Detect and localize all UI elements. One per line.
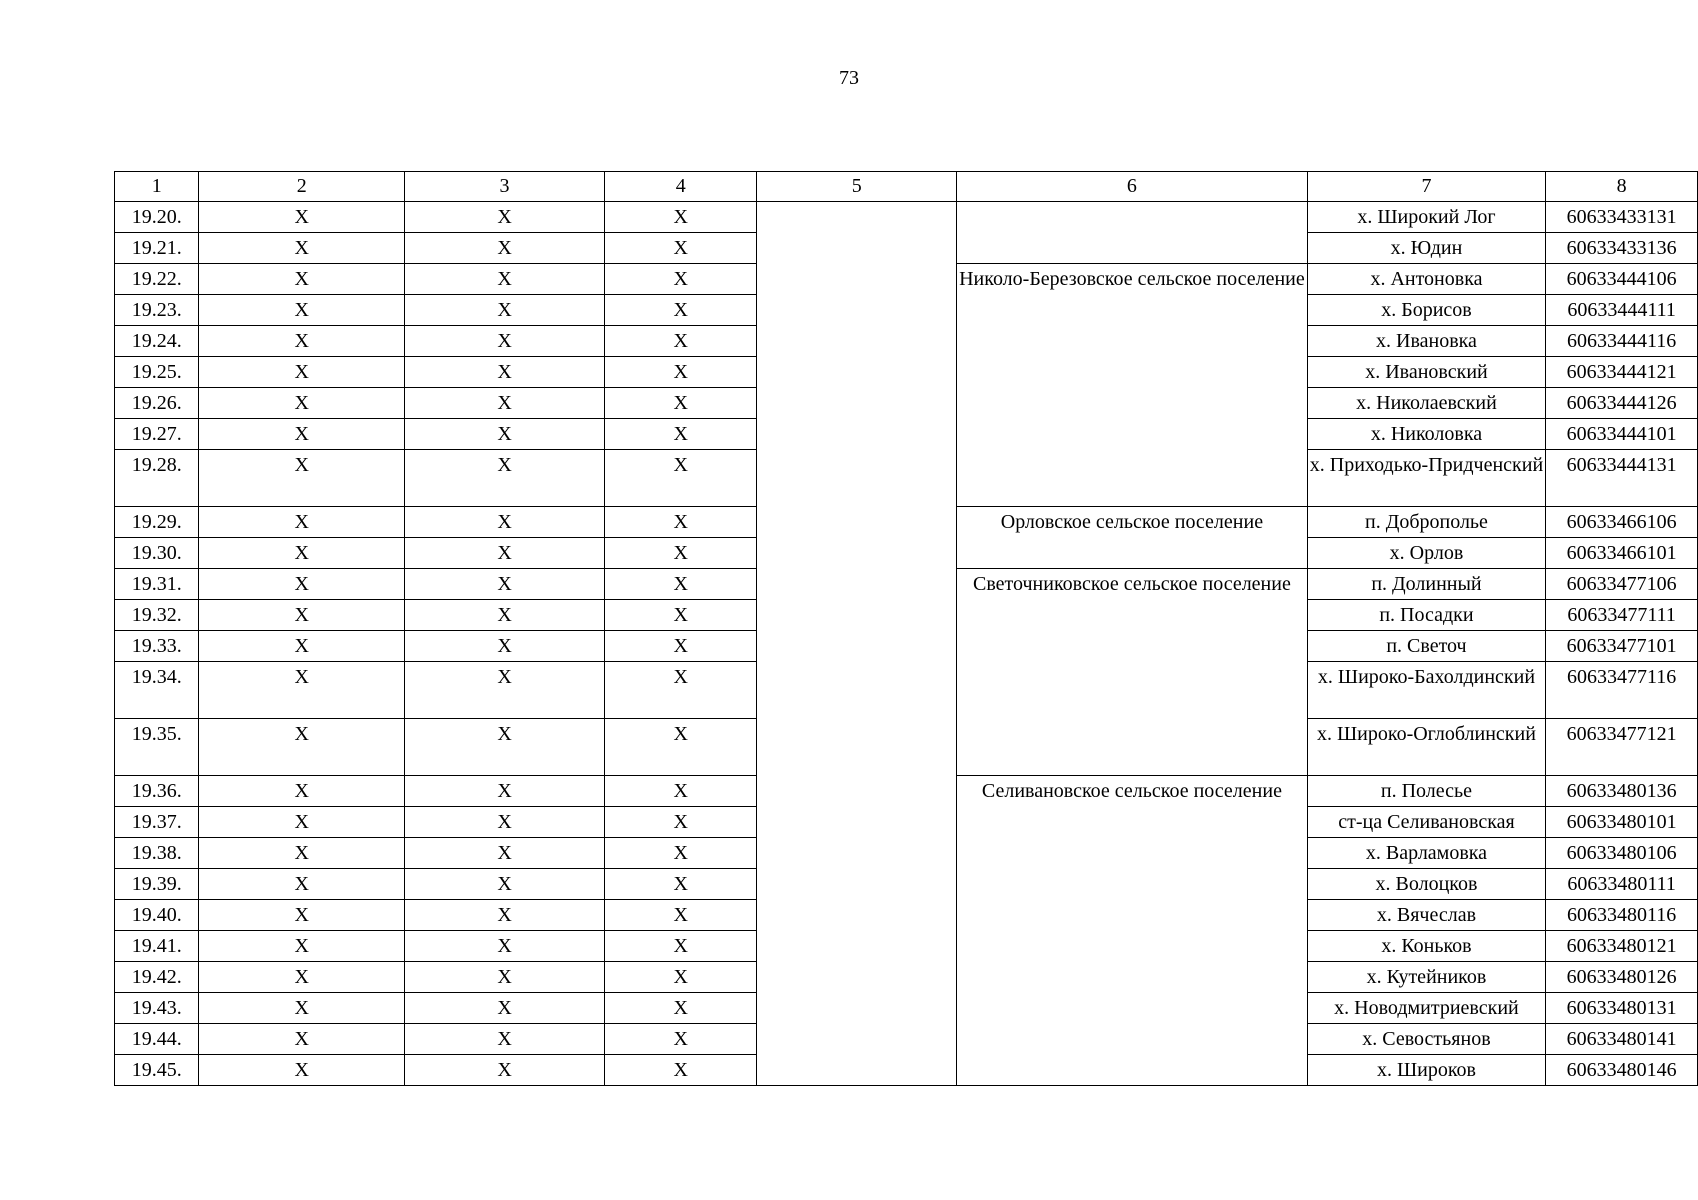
- cell-code: 60633444106: [1546, 264, 1698, 295]
- cell-col3: X: [405, 962, 605, 993]
- cell-col3: X: [405, 388, 605, 419]
- cell-col2: X: [199, 807, 405, 838]
- cell-col4: X: [605, 662, 757, 719]
- cell-col2: X: [199, 419, 405, 450]
- cell-col4: X: [605, 1055, 757, 1086]
- cell-code: 60633480106: [1546, 838, 1698, 869]
- cell-locality: х. Широкий Лог: [1307, 202, 1545, 233]
- row-number: 19.37.: [115, 807, 199, 838]
- cell-locality: х. Борисов: [1307, 295, 1545, 326]
- cell-col4: X: [605, 419, 757, 450]
- cell-locality: х. Орлов: [1307, 538, 1545, 569]
- cell-locality: п. Доброполье: [1307, 507, 1545, 538]
- cell-col4: X: [605, 388, 757, 419]
- cell-code: 60633433131: [1546, 202, 1698, 233]
- cell-col3: X: [405, 264, 605, 295]
- cell-code: 60633480136: [1546, 776, 1698, 807]
- cell-col4: X: [605, 233, 757, 264]
- cell-col2: X: [199, 931, 405, 962]
- cell-settlement: Светочниковское сельское поселение: [957, 569, 1308, 776]
- cell-col4: X: [605, 264, 757, 295]
- cell-code: 60633480126: [1546, 962, 1698, 993]
- cell-code: 60633480131: [1546, 993, 1698, 1024]
- row-number: 19.23.: [115, 295, 199, 326]
- col-header-1: 1: [115, 172, 199, 202]
- cell-col4: X: [605, 631, 757, 662]
- row-number: 19.34.: [115, 662, 199, 719]
- row-number: 19.39.: [115, 869, 199, 900]
- row-number: 19.38.: [115, 838, 199, 869]
- cell-col3: X: [405, 295, 605, 326]
- cell-col2: X: [199, 838, 405, 869]
- row-number: 19.42.: [115, 962, 199, 993]
- col-header-4: 4: [605, 172, 757, 202]
- row-number: 19.24.: [115, 326, 199, 357]
- cell-code: 60633477116: [1546, 662, 1698, 719]
- cell-locality: х. Севостьянов: [1307, 1024, 1545, 1055]
- cell-col2: X: [199, 202, 405, 233]
- cell-col4: X: [605, 450, 757, 507]
- cell-col4: X: [605, 1024, 757, 1055]
- cell-col3: X: [405, 807, 605, 838]
- cell-col4: X: [605, 507, 757, 538]
- cell-code: 60633444101: [1546, 419, 1698, 450]
- row-number: 19.45.: [115, 1055, 199, 1086]
- cell-col4: X: [605, 776, 757, 807]
- cell-code: 60633444121: [1546, 357, 1698, 388]
- cell-col3: X: [405, 776, 605, 807]
- row-number: 19.31.: [115, 569, 199, 600]
- cell-settlement: Селивановское сельское поселение: [957, 776, 1308, 1086]
- cell-col4: X: [605, 807, 757, 838]
- cell-code: 60633480141: [1546, 1024, 1698, 1055]
- cell-col2: X: [199, 388, 405, 419]
- row-number: 19.27.: [115, 419, 199, 450]
- cell-col3: X: [405, 662, 605, 719]
- cell-col4: X: [605, 838, 757, 869]
- cell-col3: X: [405, 1055, 605, 1086]
- cell-locality: х. Коньков: [1307, 931, 1545, 962]
- cell-col3: X: [405, 838, 605, 869]
- cell-col3: X: [405, 450, 605, 507]
- cell-code: 60633466106: [1546, 507, 1698, 538]
- cell-locality: х. Ивановский: [1307, 357, 1545, 388]
- cell-col2: X: [199, 631, 405, 662]
- cell-col3: X: [405, 569, 605, 600]
- cell-locality: х. Приходько-Придченский: [1307, 450, 1545, 507]
- cell-code: 60633480116: [1546, 900, 1698, 931]
- cell-col3: X: [405, 993, 605, 1024]
- row-number: 19.41.: [115, 931, 199, 962]
- col-header-3: 3: [405, 172, 605, 202]
- cell-locality: х. Ивановка: [1307, 326, 1545, 357]
- cell-col2: X: [199, 357, 405, 388]
- cell-col2: X: [199, 962, 405, 993]
- cell-locality: п. Долинный: [1307, 569, 1545, 600]
- cell-col4: X: [605, 357, 757, 388]
- cell-locality: х. Юдин: [1307, 233, 1545, 264]
- row-number: 19.44.: [115, 1024, 199, 1055]
- cell-col4: X: [605, 295, 757, 326]
- cell-code: 60633477121: [1546, 719, 1698, 776]
- cell-col2: X: [199, 1024, 405, 1055]
- cell-code: 60633466101: [1546, 538, 1698, 569]
- cell-col3: X: [405, 631, 605, 662]
- cell-col2: X: [199, 569, 405, 600]
- cell-code: 60633480111: [1546, 869, 1698, 900]
- cell-col4: X: [605, 931, 757, 962]
- cell-code: 60633444131: [1546, 450, 1698, 507]
- cell-col2: X: [199, 538, 405, 569]
- cell-col3: X: [405, 326, 605, 357]
- cell-col2: X: [199, 326, 405, 357]
- cell-col3: X: [405, 419, 605, 450]
- cell-col2: X: [199, 1055, 405, 1086]
- row-number: 19.25.: [115, 357, 199, 388]
- cell-code: 60633477101: [1546, 631, 1698, 662]
- cell-col3: X: [405, 869, 605, 900]
- cell-col4: X: [605, 569, 757, 600]
- row-number: 19.40.: [115, 900, 199, 931]
- cell-col3: X: [405, 202, 605, 233]
- cell-code: 60633477106: [1546, 569, 1698, 600]
- cell-col4: X: [605, 900, 757, 931]
- cell-locality: х. Волоцков: [1307, 869, 1545, 900]
- row-number: 19.28.: [115, 450, 199, 507]
- cell-locality: х. Широков: [1307, 1055, 1545, 1086]
- cell-code: 60633433136: [1546, 233, 1698, 264]
- cell-code: 60633480146: [1546, 1055, 1698, 1086]
- cell-locality: х. Варламовка: [1307, 838, 1545, 869]
- cell-settlement: Николо-Березовское сельское поселение: [957, 264, 1308, 507]
- cell-col3: X: [405, 233, 605, 264]
- cell-col2: X: [199, 662, 405, 719]
- cell-col2: X: [199, 450, 405, 507]
- page-number: 73: [839, 67, 859, 89]
- cell-locality: ст-ца Селивановская: [1307, 807, 1545, 838]
- cell-col3: X: [405, 357, 605, 388]
- row-number: 19.33.: [115, 631, 199, 662]
- cell-locality: х. Николаевский: [1307, 388, 1545, 419]
- header-row: [115, 172, 1698, 202]
- cell-col2: X: [199, 295, 405, 326]
- cell-col3: X: [405, 507, 605, 538]
- cell-col2: X: [199, 869, 405, 900]
- cell-col4: X: [605, 993, 757, 1024]
- row-number: 19.43.: [115, 993, 199, 1024]
- cell-locality: х. Кутейников: [1307, 962, 1545, 993]
- cell-col3: X: [405, 1024, 605, 1055]
- cell-locality: х. Николовка: [1307, 419, 1545, 450]
- table-row: [115, 202, 1698, 233]
- cell-locality: х. Новодмитриевский: [1307, 993, 1545, 1024]
- row-number: 19.30.: [115, 538, 199, 569]
- col-header-6: 6: [957, 172, 1308, 202]
- cell-col4: X: [605, 538, 757, 569]
- data-table: [114, 171, 1698, 1086]
- cell-col2: X: [199, 776, 405, 807]
- row-number: 19.26.: [115, 388, 199, 419]
- cell-col2: X: [199, 600, 405, 631]
- cell-col2: X: [199, 264, 405, 295]
- cell-locality: х. Вячеслав: [1307, 900, 1545, 931]
- cell-col2: X: [199, 233, 405, 264]
- cell-code: 60633444111: [1546, 295, 1698, 326]
- cell-col2: X: [199, 900, 405, 931]
- cell-code: 60633477111: [1546, 600, 1698, 631]
- col-header-8: 8: [1546, 172, 1698, 202]
- cell-col4: X: [605, 202, 757, 233]
- col-header-7: 7: [1307, 172, 1545, 202]
- cell-locality: х. Широко-Оглоблинский: [1307, 719, 1545, 776]
- cell-col2: X: [199, 993, 405, 1024]
- col-header-2: 2: [199, 172, 405, 202]
- cell-code: 60633444126: [1546, 388, 1698, 419]
- row-number: 19.35.: [115, 719, 199, 776]
- row-number: 19.20.: [115, 202, 199, 233]
- cell-col3: X: [405, 719, 605, 776]
- cell-col4: X: [605, 962, 757, 993]
- cell-locality: п. Полесье: [1307, 776, 1545, 807]
- cell-col2: X: [199, 719, 405, 776]
- cell-col2: X: [199, 507, 405, 538]
- cell-code: 60633480101: [1546, 807, 1698, 838]
- cell-col5: [757, 202, 957, 1086]
- cell-col4: X: [605, 600, 757, 631]
- cell-locality: п. Светоч: [1307, 631, 1545, 662]
- cell-col3: X: [405, 900, 605, 931]
- row-number: 19.36.: [115, 776, 199, 807]
- row-number: 19.29.: [115, 507, 199, 538]
- cell-col4: X: [605, 326, 757, 357]
- col-header-5: 5: [757, 172, 957, 202]
- row-number: 19.21.: [115, 233, 199, 264]
- cell-col3: X: [405, 538, 605, 569]
- cell-col6-empty: [957, 202, 1308, 264]
- cell-col3: X: [405, 600, 605, 631]
- cell-locality: х. Антоновка: [1307, 264, 1545, 295]
- row-number: 19.32.: [115, 600, 199, 631]
- cell-locality: х. Широко-Бахолдинский: [1307, 662, 1545, 719]
- cell-code: 60633480121: [1546, 931, 1698, 962]
- cell-code: 60633444116: [1546, 326, 1698, 357]
- cell-col4: X: [605, 869, 757, 900]
- cell-locality: п. Посадки: [1307, 600, 1545, 631]
- row-number: 19.22.: [115, 264, 199, 295]
- cell-col4: X: [605, 719, 757, 776]
- cell-settlement: Орловское сельское поселение: [957, 507, 1308, 569]
- cell-col3: X: [405, 931, 605, 962]
